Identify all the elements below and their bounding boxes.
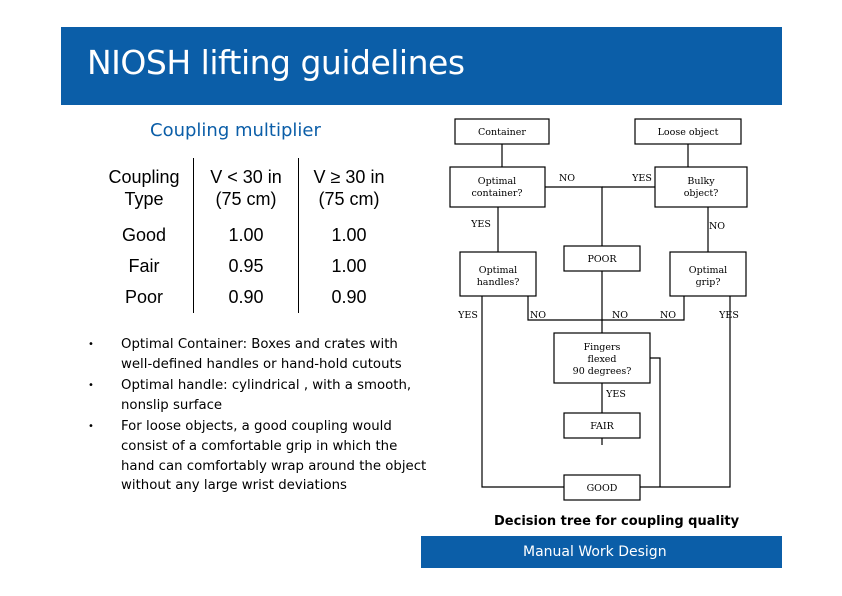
label-yes: YES (632, 173, 652, 184)
node-optimal-handles-line1: Optimal (478, 265, 518, 276)
table-cell: Poor (95, 282, 194, 313)
bullet-icon: • (88, 421, 94, 433)
label-no: NO (708, 221, 726, 232)
decision-tree (440, 110, 780, 535)
table-cell: Fair (95, 251, 194, 282)
bullet-icon: • (88, 339, 94, 350)
node-fair: FAIR (590, 421, 614, 432)
list-item: • Optimal handle: cylindrical , with a smooth, nonslip surface (88, 378, 412, 413)
table-cell: 0.95 (194, 251, 299, 282)
footer-bar (421, 536, 782, 568)
coupling-table (95, 158, 399, 313)
table-row (95, 218, 399, 251)
node-optimal-container-line1: Optimal (477, 176, 517, 187)
node-loose-object: Loose object (657, 127, 719, 138)
node-bulky-object-line2: object? (683, 188, 719, 199)
table-cell: 0.90 (331, 287, 367, 307)
node-good: GOOD (586, 483, 618, 494)
node-poor: POOR (587, 254, 617, 265)
node-container: Container (478, 127, 526, 138)
bullet-icon: • (88, 380, 94, 392)
label-yes: YES (458, 310, 478, 321)
table-cell: 1.00 (331, 225, 367, 245)
table-header-cell: V ≥ 30 in (75 cm) (313, 167, 385, 209)
node-fingers-flexed-line1: Fingers (583, 342, 621, 353)
table-row (95, 282, 399, 313)
node-fingers-flexed-line2: flexed (587, 354, 617, 365)
tree-caption: Decision tree for coupling quality (494, 514, 740, 529)
label-no: NO (611, 310, 629, 321)
box-bulky-object (655, 167, 747, 207)
footer-text: Manual Work Design (523, 544, 667, 560)
list-item: • For loose objects, a good coupling would consist of a comfortable grip in which the hand can comfortably wrap around the object without any large wrist deviations (88, 419, 427, 494)
label-yes: YES (471, 219, 491, 230)
list-item: • Optimal Container: Boxes and crates with well-defined handles or hand-hold cutouts (88, 337, 402, 372)
label-yes: YES (606, 389, 626, 400)
slide-title: NIOSH lifting guidelines (87, 43, 465, 82)
node-bulky-object-line1: Bulky (687, 176, 715, 187)
bullet-list (88, 335, 428, 498)
node-optimal-grip-line1: Optimal (688, 265, 728, 276)
box-optimal-container (450, 167, 545, 207)
table-header-cell: V < 30 in (75 cm) (194, 158, 299, 218)
table-header-row (95, 158, 399, 218)
label-no: NO (529, 310, 547, 321)
title-bar (61, 27, 782, 105)
table-row (95, 251, 399, 282)
table-cell: Good (95, 218, 194, 251)
table-header-cell: Coupling Type (95, 158, 194, 218)
label-yes: YES (719, 310, 739, 321)
node-optimal-container-line2: container? (471, 188, 523, 199)
table-cell: 1.00 (331, 256, 367, 276)
slide-subtitle: Coupling multiplier (150, 120, 321, 141)
node-optimal-grip-line2: grip? (695, 277, 721, 288)
label-no: NO (659, 310, 677, 321)
node-optimal-handles-line2: handles? (476, 277, 520, 288)
label-no: NO (558, 173, 576, 184)
node-fingers-flexed-line3: 90 degrees? (572, 366, 632, 377)
table-cell: 1.00 (194, 218, 299, 251)
table-cell: 0.90 (194, 282, 299, 313)
